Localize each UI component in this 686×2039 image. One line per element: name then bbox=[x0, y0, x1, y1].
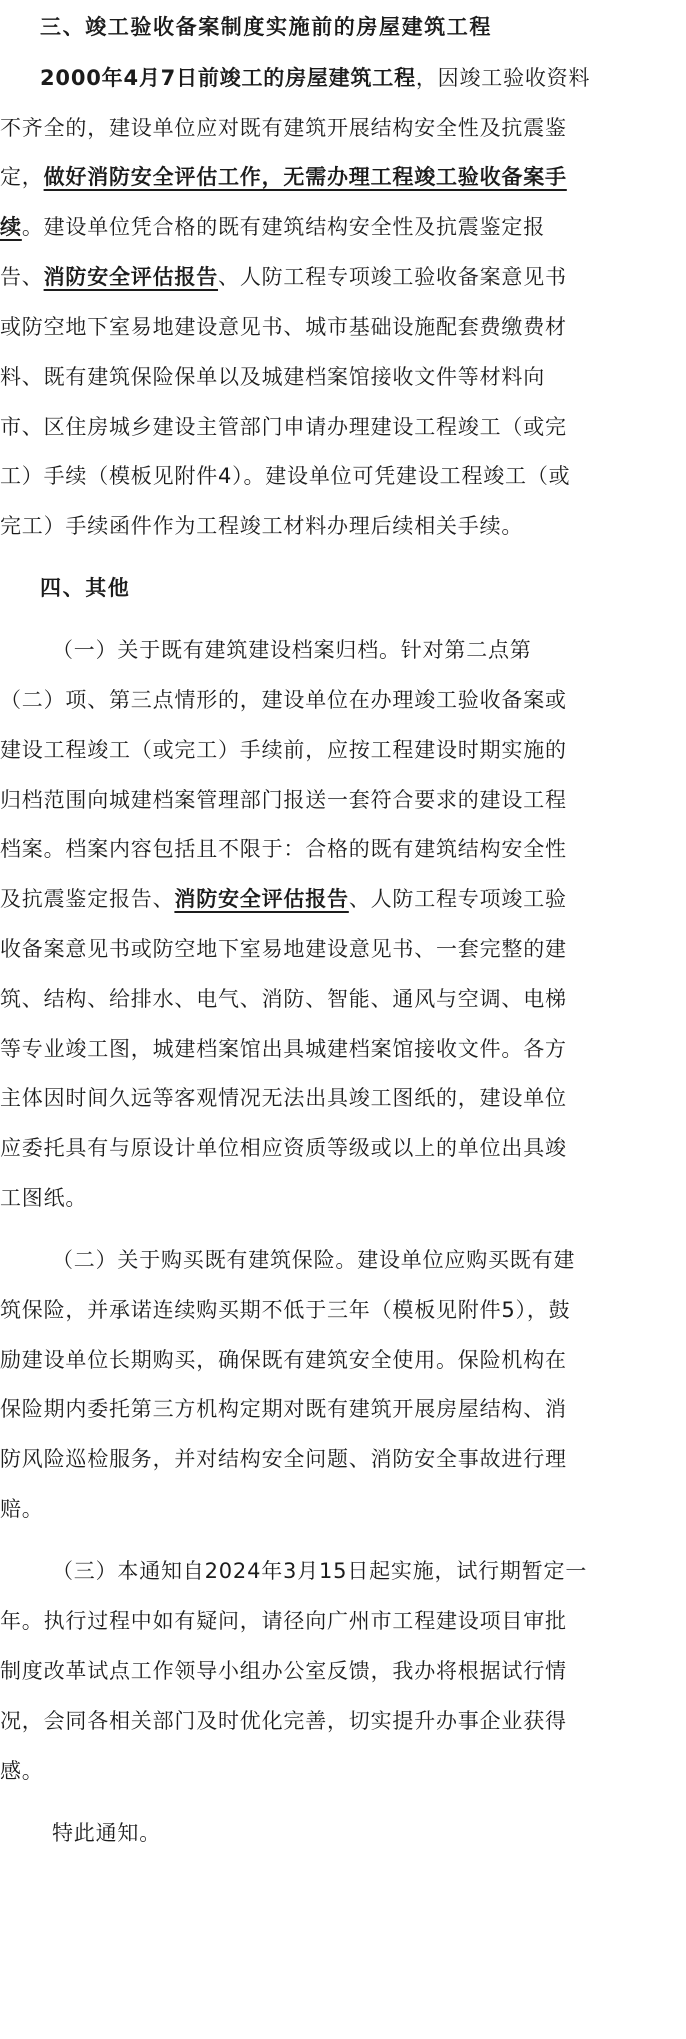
paragraph-line: （二）项、第三点情形的，建设单位在办理竣工验收备案或 bbox=[0, 688, 567, 712]
section-3-heading: 三、竣工验收备案制度实施前的房屋建筑工程 bbox=[40, 15, 492, 39]
closing-line: 特此通知。 bbox=[52, 1821, 161, 1845]
paragraph-line: 赔。 bbox=[0, 1497, 44, 1521]
paragraph-line: （二）关于购买既有建筑保险。建设单位应购买既有建 bbox=[52, 1248, 576, 1272]
paragraph-line: 工图纸。 bbox=[0, 1186, 88, 1210]
paragraph-line: 工）手续（模板见附件4）。建设单位可凭建设工程竣工（或 bbox=[0, 464, 571, 488]
paragraph-line: 制度改革试点工作领导小组办公室反馈，我办将根据试行情 bbox=[0, 1659, 567, 1683]
bold-underlined-phrase: 续 bbox=[0, 215, 22, 239]
paragraph-line: 完工）手续函件作为工程竣工材料办理后续相关手续。 bbox=[0, 514, 524, 538]
bold-phrase: 2000年4月7日前竣工的房屋建筑工程 bbox=[40, 66, 416, 90]
paragraph-line: 防风险巡检服务，并对结构安全问题、消防安全事故进行理 bbox=[0, 1447, 567, 1471]
paragraph-line: （一）关于既有建筑建设档案归档。针对第二点第 bbox=[52, 638, 532, 662]
paragraph-line: 定，做好消防安全评估工作，无需办理工程竣工验收备案手 bbox=[0, 165, 567, 189]
paragraph-line: 档案。档案内容包括且不限于：合格的既有建筑结构安全性 bbox=[0, 837, 567, 861]
paragraph-line: 续。建设单位凭合格的既有建筑结构安全性及抗震鉴定报 bbox=[0, 215, 546, 239]
paragraph-line: 2000年4月7日前竣工的房屋建筑工程，因竣工验收资料 bbox=[40, 66, 591, 90]
paragraph-line: 励建设单位长期购买，确保既有建筑安全使用。保险机构在 bbox=[0, 1348, 567, 1372]
paragraph-line: 归档范围向城建档案管理部门报送一套符合要求的建设工程 bbox=[0, 788, 567, 812]
paragraph-line: 告、消防安全评估报告、人防工程专项竣工验收备案意见书 bbox=[0, 265, 567, 289]
paragraph-line: 或防空地下室易地建设意见书、城市基础设施配套费缴费材 bbox=[0, 315, 567, 339]
section-4-heading: 四、其他 bbox=[40, 576, 131, 600]
bold-underlined-phrase: 消防安全评估报告 bbox=[43, 265, 219, 289]
paragraph-line: 等专业竣工图，城建档案馆出具城建档案馆接收文件。各方 bbox=[0, 1037, 567, 1061]
paragraph-line: 市、区住房城乡建设主管部门申请办理建设工程竣工（或完 bbox=[0, 415, 567, 439]
paragraph-line: 应委托具有与原设计单位相应资质等级或以上的单位出具竣 bbox=[0, 1136, 567, 1160]
paragraph-line: 保险期内委托第三方机构定期对既有建筑开展房屋结构、消 bbox=[0, 1397, 567, 1421]
paragraph-line: （三）本通知自2024年3月15日起实施，试行期暂定一 bbox=[52, 1559, 588, 1583]
paragraph-line: 筑保险，并承诺连续购买期不低于三年（模板见附件5），鼓 bbox=[0, 1298, 571, 1322]
bold-underlined-phrase: 消防安全评估报告 bbox=[174, 887, 349, 911]
paragraph-line: 建设工程竣工（或完工）手续前，应按工程建设时期实施的 bbox=[0, 738, 567, 762]
paragraph-line: 不齐全的，建设单位应对既有建筑开展结构安全性及抗震鉴 bbox=[0, 116, 567, 140]
bold-underlined-phrase: 做好消防安全评估工作，无需办理工程竣工验收备案手 bbox=[43, 165, 567, 189]
paragraph-line: 况，会同各相关部门及时优化完善，切实提升办事企业获得 bbox=[0, 1709, 567, 1733]
paragraph-line: 收备案意见书或防空地下室易地建设意见书、一套完整的建 bbox=[0, 937, 567, 961]
paragraph-line: 年。执行过程中如有疑问，请径向广州市工程建设项目审批 bbox=[0, 1609, 567, 1633]
paragraph-line: 主体因时间久远等客观情况无法出具竣工图纸的，建设单位 bbox=[0, 1086, 567, 1110]
paragraph-line: 及抗震鉴定报告、消防安全评估报告、人防工程专项竣工验 bbox=[0, 887, 567, 911]
paragraph-line: 料、既有建筑保险保单以及城建档案馆接收文件等材料向 bbox=[0, 365, 545, 389]
paragraph-line: 筑、结构、给排水、电气、消防、智能、通风与空调、电梯 bbox=[0, 987, 567, 1011]
paragraph-line: 感。 bbox=[0, 1759, 44, 1783]
